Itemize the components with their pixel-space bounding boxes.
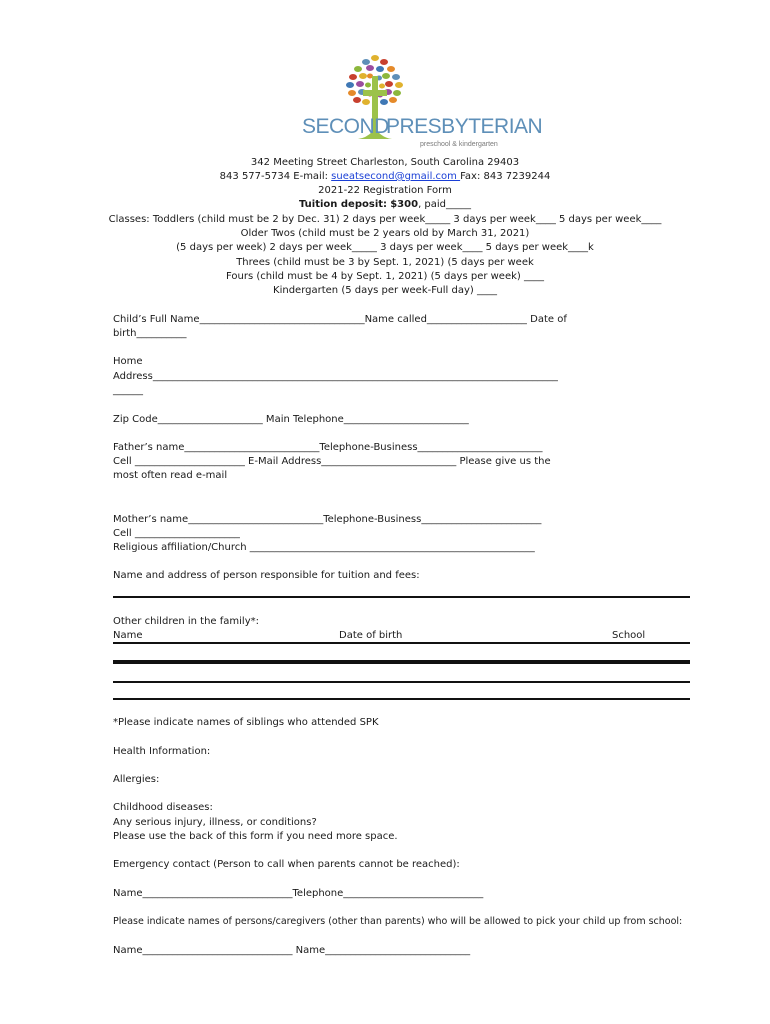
email-note: most often read e-mail (113, 470, 228, 481)
back-of-form-note: Please use the back of this form if you need more space. (113, 831, 398, 842)
childhood-diseases-label: Childhood diseases: (113, 802, 213, 813)
emergency-contact-label: Emergency contact (Person to call when parents cannot be reached): (113, 859, 460, 870)
mother-cell-field[interactable]: Cell _____________________ (113, 528, 240, 539)
email-link[interactable]: sueatsecond@gmail.com (331, 171, 461, 182)
other-children-label: Other children in the family*: (113, 616, 259, 627)
mother-name-field[interactable]: Mother’s name___________________________Telephone-Business________________________ (113, 514, 542, 525)
father-name-field[interactable]: Father’s name___________________________Telephone-Business_________________________ (113, 442, 543, 453)
brand-subtitle: preschool & kindergarten (420, 141, 498, 148)
child-birth-field[interactable]: birth__________ (113, 328, 187, 339)
home-address-continued[interactable]: ______ (113, 385, 143, 396)
siblings-note: *Please indicate names of siblings who attended SPK (113, 717, 379, 728)
brand-right: PRESBYTERIAN (386, 115, 543, 138)
zip-phone-field[interactable]: Zip Code_____________________ Main Telephone_________________________ (113, 414, 469, 425)
sibling-row-line[interactable] (113, 698, 690, 700)
responsible-party-label: Name and address of person responsible for tuition and fees: (113, 570, 420, 581)
form-title: 2021-22 Registration Form (318, 185, 452, 196)
classes-fours[interactable]: Fours (child must be 4 by Sept. 1, 2021) (5 days per week) ____ (226, 271, 544, 282)
classes-kindergarten[interactable]: Kindergarten (5 days per week-Full day) ____ (273, 285, 497, 296)
school-address: 342 Meeting Street Charleston, South Carolina 29403 (250, 157, 520, 168)
serious-injury-label: Any serious injury, illness, or conditions? (113, 817, 317, 828)
religious-affiliation-field[interactable]: Religious affiliation/Church _________________________________________________________ (113, 542, 535, 553)
tuition-deposit (0, 199, 770, 211)
classes-older-twos: Older Twos (child must be 2 years old by March 31, 2021) (240, 228, 530, 239)
responsible-party-line[interactable] (113, 596, 690, 598)
pickup-persons-field[interactable]: Name______________________________ Name_____________________________ (113, 945, 471, 956)
home-label: Home (113, 356, 143, 367)
child-name-field[interactable]: Child’s Full Name_________________________________Name called____________________ Date of (113, 314, 567, 325)
classes-older-twos-options[interactable]: (5 days per week) 2 days per week_____ 3 days per week____ 5 days per week____k (176, 242, 594, 253)
column-date-of-birth: Date of birth (339, 630, 403, 641)
sibling-row-line[interactable] (113, 681, 690, 683)
allergies-label: Allergies: (113, 774, 160, 785)
sibling-row-line[interactable] (113, 642, 690, 644)
deposit-paid[interactable]: , paid_____ (418, 199, 472, 210)
father-cell-email-field[interactable]: Cell ______________________ E-Mail Address___________________________ Please give us the (113, 456, 551, 467)
classes-threes: Threes (child must be 3 by Sept. 1, 2021) (5 days per week (236, 257, 534, 268)
health-info-label: Health Information: (113, 746, 211, 757)
contact-line (0, 171, 770, 183)
brand-left: SECOND (302, 115, 389, 138)
sibling-row-line[interactable] (113, 660, 690, 664)
deposit-amount: $300 (390, 199, 419, 210)
emergency-contact-field[interactable]: Name______________________________Telephone____________________________ (113, 888, 484, 899)
pickup-persons-label: Please indicate names of persons/caregivers (other than parents) who will be allowed to pick your child up from school: (113, 916, 683, 927)
fax-label: Fax: 843 7239244 (460, 171, 551, 182)
deposit-label: Tuition deposit: (298, 199, 388, 210)
column-name: Name (113, 630, 143, 641)
home-address-field[interactable]: Address_________________________________________________________________________________ (113, 371, 558, 382)
classes-toddlers[interactable]: Classes: Toddlers (child must be 2 by Dec. 31) 2 days per week_____ 3 days per week____ 5 days per week____ (108, 214, 662, 225)
phone-email-label: 843 577-5734 E-mail: (219, 171, 332, 182)
school-logo (300, 52, 543, 152)
column-school: School (612, 630, 646, 641)
